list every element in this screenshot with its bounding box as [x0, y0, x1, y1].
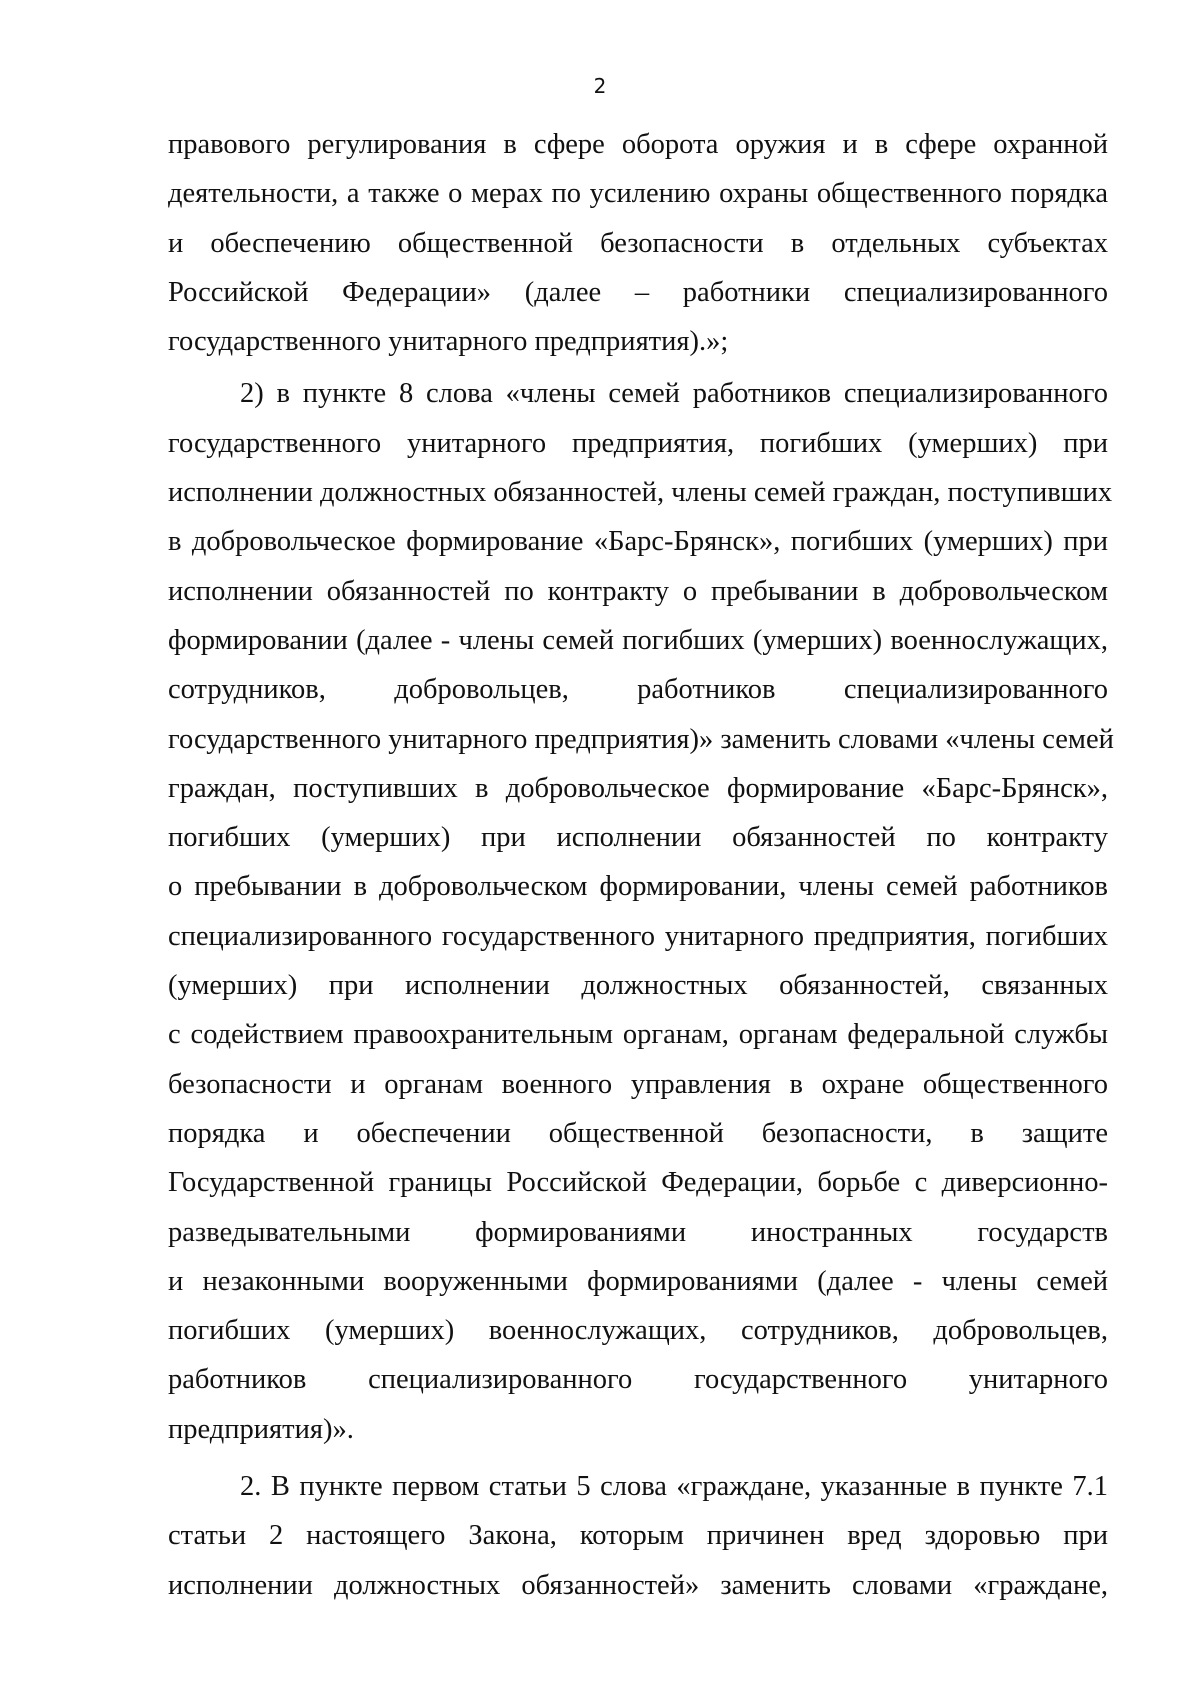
- text-line: сотрудников, добровольцев, работников специализированного: [168, 674, 1108, 706]
- text-line: исполнении обязанностей по контракту о пребывании в добровольческом: [168, 575, 1108, 607]
- text-line: разведывательными формированиями иностранных государств: [168, 1216, 1108, 1248]
- paragraph-first-line: 2. В пункте первом статьи 5 слова «граждане, указанные в пункте 7.1: [240, 1471, 1108, 1503]
- page-number: 2: [593, 74, 607, 98]
- text-line: правового регулирования в сфере оборота оружия и в сфере охранной: [168, 129, 1108, 160]
- text-line: специализированного государственного унитарного предприятия, погибших: [168, 920, 1108, 952]
- text-line: с содействием правоохранительным органам, органам федеральной службы: [168, 1019, 1108, 1051]
- text-line: о пребывании в добровольческом формировании, члены семей работников: [168, 871, 1108, 903]
- paragraph-first-line: 2) в пункте 8 слова «члены семей работников специализированного: [240, 378, 1108, 410]
- text-line: в добровольческое формирование «Барс-Брянск», погибших (умерших) при: [168, 526, 1108, 558]
- text-line: погибших (умерших) при исполнении обязанностей по контракту: [168, 822, 1108, 854]
- text-line: (умерших) при исполнении должностных обязанностей, связанных: [168, 970, 1108, 1002]
- text-line: статьи 2 настоящего Закона, которым причинен вред здоровью при: [168, 1520, 1108, 1552]
- text-line: Российской Федерации» (далее – работники специализированного: [168, 276, 1108, 308]
- text-line: государственного унитарного предприятия, погибших (умерших) при: [168, 427, 1108, 459]
- text-line: Государственной границы Российской Федерации, борьбе с диверсионно-: [168, 1167, 1108, 1199]
- text-line: и незаконными вооруженными формированиями (далее - члены семей: [168, 1265, 1108, 1297]
- text-line: исполнении должностных обязанностей, члены семей граждан, поступивших: [168, 477, 1113, 509]
- text-line: предприятия)».: [168, 1413, 354, 1445]
- text-line: формировании (далее - члены семей погибших (умерших) военнослужащих,: [168, 624, 1108, 656]
- text-line: государственного унитарного предприятия)» заменить словами «члены семей: [168, 723, 1114, 755]
- text-line: порядка и обеспечении общественной безопасности, в защите: [168, 1117, 1108, 1149]
- text-line: погибших (умерших) военнослужащих, сотрудников, добровольцев,: [168, 1315, 1108, 1347]
- text-line: деятельности, а также о мерах по усилению охраны общественного порядка: [168, 178, 1108, 210]
- document-body: [168, 120, 1114, 1610]
- text-line: безопасности и органам военного управления в охране общественного: [168, 1068, 1108, 1100]
- text-line: и обеспечению общественной безопасности в отдельных субъектах: [168, 227, 1108, 259]
- text-line: граждан, поступивших в добровольческое формирование «Барс-Брянск»,: [168, 772, 1108, 804]
- text-line: исполнении должностных обязанностей» заменить словами «граждане,: [168, 1569, 1108, 1601]
- text-line: работников специализированного государственного унитарного: [168, 1364, 1108, 1396]
- text-line: государственного унитарного предприятия).»;: [168, 326, 729, 358]
